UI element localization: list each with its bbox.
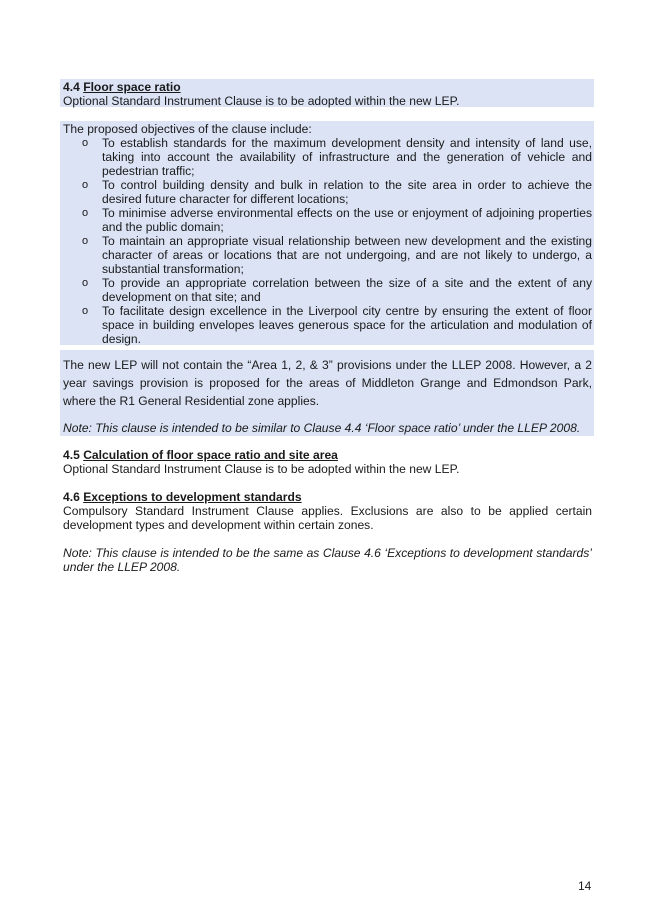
section-number: 4.6 <box>63 490 80 504</box>
section-4-4-heading <box>63 80 592 94</box>
section-4-6-body: Compulsory Standard Instrument Clause applies. Exclusions are also to be applied certain development types and development within certain zones. <box>63 504 592 532</box>
list-item <box>63 206 592 234</box>
list-item-text: To minimise adverse environmental effects on the use or enjoyment of adjoining properties and the public domain; <box>102 206 592 234</box>
list-item <box>63 178 592 206</box>
bullet-marker: o <box>82 137 89 149</box>
section-title: Calculation of floor space ratio and site area <box>83 448 338 462</box>
bullet-marker: o <box>82 179 89 191</box>
section-4-4-paragraph: The new LEP will not contain the “Area 1, 2, & 3” provisions under the LLEP 2008. However, a 2 year savings provision is proposed for the areas of Middleton Grange and Edmondson Park, where the R1 General Residential zone applies. <box>63 358 592 408</box>
bullet-marker: o <box>82 277 89 289</box>
section-4-6-heading <box>63 490 592 504</box>
objectives-lead: The proposed objectives of the clause include: <box>63 122 312 136</box>
section-title: Exceptions to development standards <box>83 490 302 504</box>
list-item <box>63 304 592 346</box>
section-number: 4.4 <box>63 80 80 94</box>
section-4-5-heading <box>63 448 592 462</box>
section-number: 4.5 <box>63 448 80 462</box>
list-item-text: To control building density and bulk in relation to the site area in order to achieve the desired future character for different locations; <box>102 178 592 206</box>
list-item-text: To maintain an appropriate visual relationship between new development and the existing character of areas or locations that are not undergoing, and are not likely to undergo, a substantial transformation; <box>102 234 592 276</box>
page-number: 14 <box>578 879 592 893</box>
section-4-4-intro: Optional Standard Instrument Clause is to be adopted within the new LEP. <box>63 94 460 108</box>
section-4-5-body: Optional Standard Instrument Clause is to be adopted within the new LEP. <box>63 462 460 476</box>
list-item <box>63 136 592 178</box>
section-4-4-note: Note: This clause is intended to be similar to Clause 4.4 ‘Floor space ratio’ under the LLEP 2008. <box>63 421 581 435</box>
list-item-text: To provide an appropriate correlation between the size of a site and the extent of any development on that site; and <box>102 276 592 304</box>
section-title: Floor space ratio <box>83 80 181 94</box>
section-4-6-note: Note: This clause is intended to be the same as Clause 4.6 ‘Exceptions to development standards’ under the LLEP 2008. <box>63 546 592 574</box>
list-item <box>63 276 592 304</box>
list-item <box>63 234 592 276</box>
bullet-marker: o <box>82 305 89 317</box>
objectives-list <box>63 136 592 346</box>
list-item-text: To facilitate design excellence in the Liverpool city centre by ensuring the extent of floor space in building envelopes leaves generous space for the articulation and modulation of design. <box>102 304 592 346</box>
list-item-text: To establish standards for the maximum development density and intensity of land use, taking into account the availability of infrastructure and the generation of vehicle and pedestrian traffic; <box>102 136 592 178</box>
bullet-marker: o <box>82 235 89 247</box>
bullet-marker: o <box>82 207 89 219</box>
